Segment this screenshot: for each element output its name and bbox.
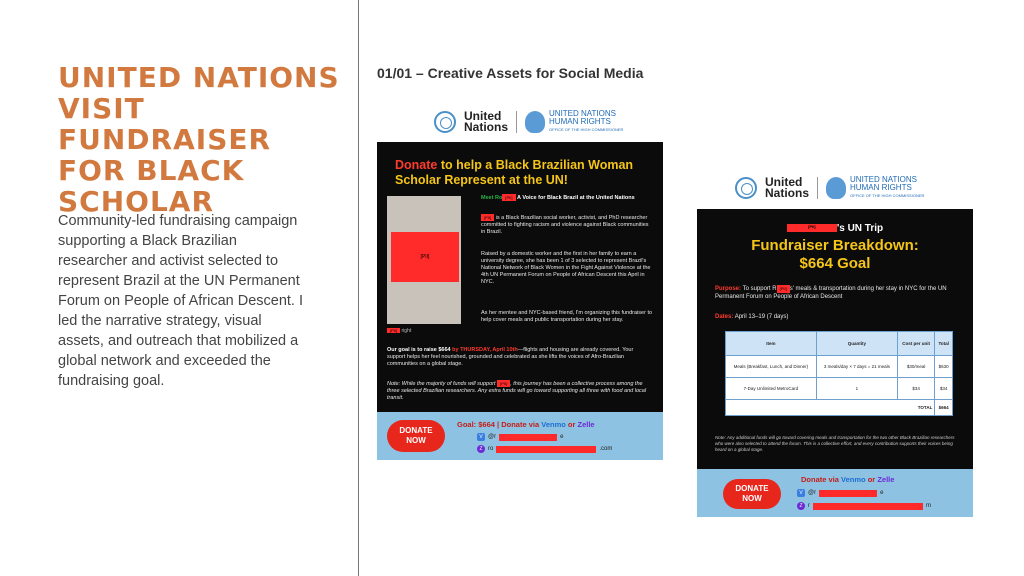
scholar-photo: [387, 196, 461, 324]
poster1-logos: [434, 110, 623, 134]
poster2-goal: $664 Goal: [799, 255, 871, 272]
poster2-purpose: Purpose: To support R [PII] s' meals & transportation during her stay in NYC for the UN Permanent Forum on People of African Descent: [715, 286, 947, 300]
table-row: Meals (Breakfast, Lunch, and Dinner) 3 meals/day × 7 days = 21 meals $30/meal $630: [726, 356, 953, 378]
un-logo-text: United Nations: [464, 109, 509, 134]
poster2-donate-via: Donate via Venmo or Zelle: [801, 475, 895, 484]
breakdown-table: [725, 331, 953, 416]
venmo-icon: V: [477, 433, 485, 441]
venmo-contact: V @r e: [477, 433, 563, 441]
poster1-headline: Donate to help a Black Brazilian Woman Scholar Represent at the UN!: [395, 158, 634, 187]
poster1-goal-line: Goal: $664 | Donate via Venmo or Zelle: [457, 420, 595, 429]
page-title: UNITED NATIONS VISIT FUNDRAISER FOR BLACK SCHOLAR: [58, 61, 340, 218]
un-emblem-icon: [735, 177, 757, 199]
poster1-note: Note: While the majority of funds will support [PII] , this journey has been a collective process among the three selected Brazilian researchers. Any extra funds will go toward supporting all three with food and local transit.: [387, 381, 647, 401]
poster2-footer: [697, 469, 973, 517]
poster2-note: Note: Any additional funds will go toward covering meals and transportation for the two other Black Brazilian researchers who were also selected to attend the forum. This is a collective effort, and every contribution supports their voices being heard on a global stage.: [715, 435, 955, 452]
poster1-footer: [377, 412, 663, 460]
poster2-logos: [735, 176, 924, 200]
ohchr-logo: UNITED NATIONS HUMAN RIGHTS OFFICE OF THE HIGH COMMISSIONER: [826, 176, 924, 200]
ohchr-logo: UNITED NATIONS HUMAN RIGHTS OFFICE OF THE HIGH COMMISSIONER: [525, 110, 623, 134]
poster1-para2: Raised by a domestic worker and the first in her family to earn a university degree, she has been 1 of 3 selected to represent Brazil's National Network of Black Women in the Fight Against Violence at the 4th UN Permanent Forum on People of African Descent this April in NYC.: [481, 251, 651, 285]
venmo-icon: V: [797, 489, 805, 497]
poster2-dates: Dates: April 13–19 (7 days): [715, 314, 789, 320]
un-emblem-icon: [434, 111, 456, 133]
project-description: Community-led fundraising campaign supporting a Black Brazilian researcher and activist selected to represent Brazil at the UN Permanent Forum on People of African Descent. I led the narrative strategy, visual assets, and outreach that mobilized a global network and exceeded the fundraising goal.: [58, 213, 304, 389]
poster-donate: Donate to help a Black Brazilian Woman Scholar Represent at the UN! [PII] [PII] right Meet Ro [PII] A Voice for Black Brazil at the United Nations [PII] is a Black Brazilian social worker, activist, and PhD researcher committed to fighting racism and violence against Black communities in Brazil. Raised by a domestic worker and the first in her family to earn a university degree, she has been 1 of 3 selected to represent Brazil's National Network of Black Women in the Fight Against Violence at the 4th UN Permanent Forum on People of African Descent this April in NYC. As her mentee and NYC-based friend, I'm organizing this fundraiser to help cover meals and public transportation during her stay. Our goal is to raise $664 by THURSDAY, April 10th—flights and housing are already covered. Your support helps her feel nourished, grounded and celebrated as she lifts the voices of Afro-Brazilian communities on a global stage. Note: While the majority of funds will support [PII] , this journey has been a collective process among the three selected Brazilian researchers. Any extra funds will go toward supporting all three with food and local transit. DONATE NOW Goal: $664 | Donate via Venmo or Zelle V @r e Z ro .com: [377, 142, 663, 460]
zelle-contact: Z ro .com: [477, 445, 612, 453]
section-heading: 01/01 – Creative Assets for Social Media: [377, 65, 644, 81]
vertical-divider: [358, 0, 359, 576]
poster-breakdown: [697, 209, 973, 517]
zelle-icon: Z: [797, 502, 805, 510]
table-header: Cost per unit: [897, 332, 934, 356]
table-total-row: TOTAL $664: [726, 400, 953, 416]
donate-now-button[interactable]: DONATE NOW: [723, 479, 781, 509]
poster1-para3: As her mentee and NYC-based friend, I'm organizing this fundraiser to help cover meals and public transportation during her stay.: [481, 310, 653, 323]
un-logo-text: United Nations: [765, 175, 810, 200]
ohchr-emblem-icon: [525, 111, 545, 133]
donate-now-button[interactable]: DONATE NOW: [387, 420, 445, 452]
venmo-contact: V @r e: [797, 489, 883, 497]
poster1-meet: Meet Ro [PII] A Voice for Black Brazil at the United Nations: [481, 195, 635, 201]
table-row: 7-Day Unlimited MetroCard 1 $34 $34: [726, 378, 953, 400]
table-header: Total: [935, 332, 953, 356]
table-header: Quantity: [816, 332, 897, 356]
poster2-title: Fundraiser Breakdown:: [751, 237, 919, 254]
zelle-contact: Z r m: [797, 502, 931, 510]
photo-redaction: [PII]: [391, 232, 459, 282]
poster2-trip-line: [PII] 's UN Trip: [697, 223, 973, 234]
poster1-para1: [PII] is a Black Brazilian social worker, activist, and PhD researcher committed to fighting racism and violence against Black communities in Brazil.: [481, 215, 649, 235]
zelle-icon: Z: [477, 445, 485, 453]
ohchr-emblem-icon: [826, 177, 846, 199]
poster1-goal-text: Our goal is to raise $664 by THURSDAY, April 10th—flights and housing are already covered. Your support helps her feel nourished, grounded and celebrated as she lifts the voices of Afro-Brazilian communities on a global stage.: [387, 347, 634, 367]
table-header: Item: [726, 332, 817, 356]
